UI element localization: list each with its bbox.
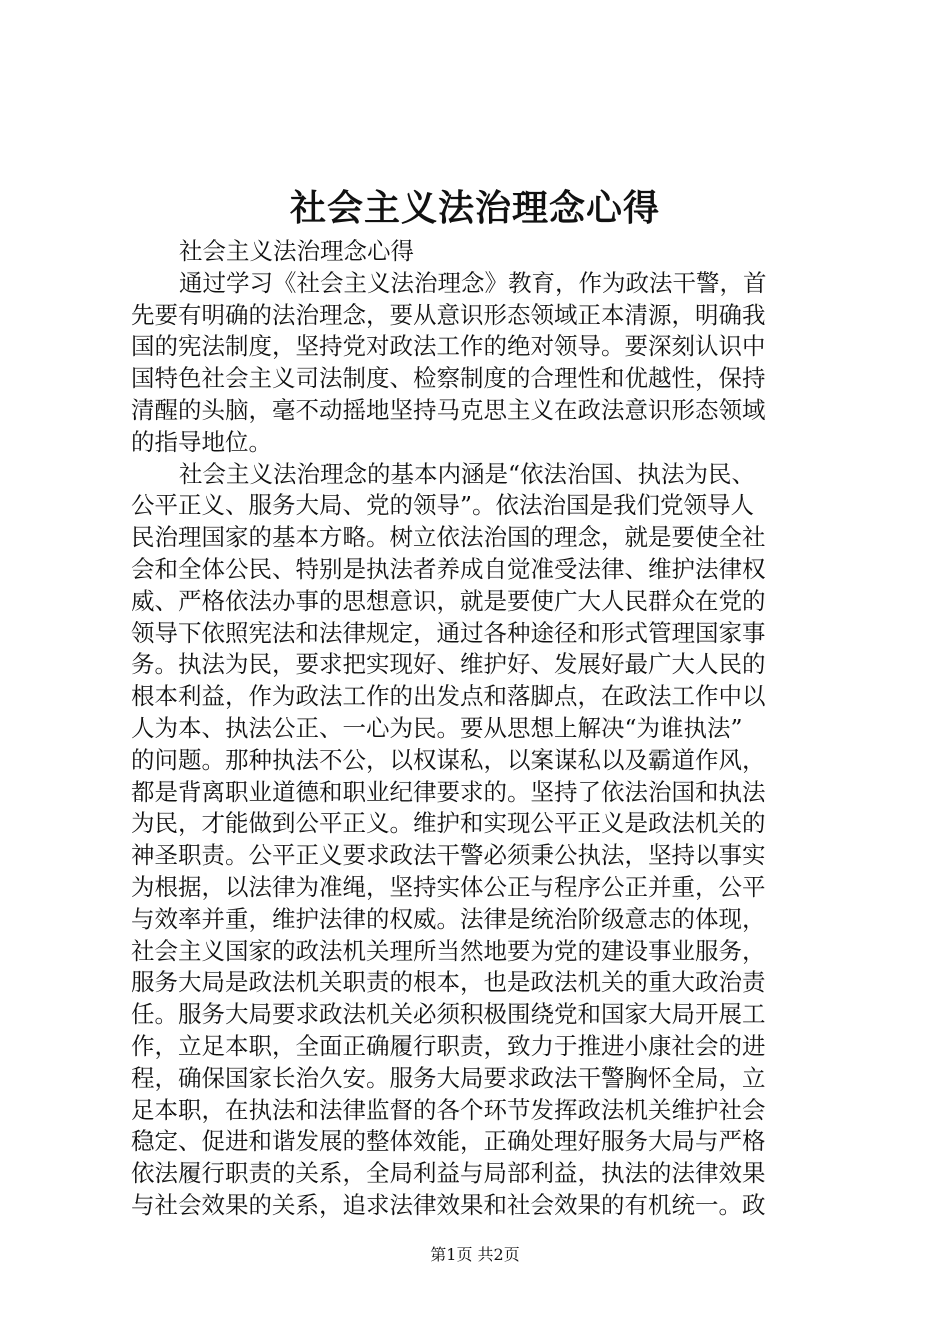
text-line: 公平正义、服务大局、党的领导”。依法治国是我们党领导人: [131, 491, 755, 520]
text-line: 为民，才能做到公平正义。维护和实现公平正义是政法机关的: [131, 809, 766, 838]
text-line: 社会主义法治理念的基本内涵是“依法治国、执法为民、: [179, 459, 756, 488]
text-line: 程，确保国家长治久安。服务大局要求政法干警胸怀全局，立: [131, 1063, 766, 1092]
text-line: 与效率并重，维护法律的权威。法律是统治阶级意志的体现，: [131, 904, 766, 933]
text-line: 为根据，以法律为准绳，坚持实体公正与程序公正并重，公平: [131, 872, 766, 901]
text-line: 威、严格依法办事的思想意识，就是要使广大人民群众在党的: [131, 586, 766, 615]
text-line: 依法履行职责的关系，全局利益与局部利益，执法的法律效果: [131, 1159, 766, 1188]
text-line: 作，立足本职，全面正确履行职责，致力于推进小康社会的进: [131, 1031, 766, 1060]
page-footer: 第1页 共2页: [430, 1245, 520, 1264]
text-line: 与社会效果的关系，追求法律效果和社会效果的有机统一。政: [131, 1190, 766, 1219]
text-line: 社会主义国家的政法机关理所当然地要为党的建设事业服务，: [131, 936, 766, 965]
document-body: [131, 236, 831, 1222]
text-line: 服务大局是政法机关职责的根本，也是政法机关的重大政治责: [131, 968, 766, 997]
text-line: 神圣职责。公平正义要求政法干警必须秉公执法，坚持以事实: [131, 841, 766, 870]
text-line: 稳定、促进和谐发展的整体效能，正确处理好服务大局与严格: [131, 1127, 766, 1156]
text-line: 社会主义法治理念心得: [179, 237, 414, 265]
text-line: 的指导地位。: [131, 427, 272, 456]
text-line: 清醒的头脑，毫不动摇地坚持马克思主义在政法意识形态领域: [131, 395, 766, 424]
text-line: 根本利益，作为政法工作的出发点和落脚点，在政法工作中以: [131, 682, 766, 711]
text-line: 先要有明确的法治理念，要从意识形态领域正本清源，明确我: [131, 300, 766, 329]
text-line: 会和全体公民、特别是执法者养成自觉准受法律、维护法律权: [131, 554, 766, 583]
text-line: 通过学习《社会主义法治理念》教育，作为政法干警，首: [179, 268, 767, 297]
text-line: 领导下依照宪法和法律规定，通过各种途径和形式管理国家事: [131, 618, 766, 647]
text-line: 足本职，在执法和法律监督的各个环节发挥政法机关维护社会: [131, 1095, 766, 1124]
document-title: 社会主义法治理念心得: [289, 187, 660, 229]
text-line: 国特色社会主义司法制度、检察制度的合理性和优越性，保持: [131, 364, 766, 393]
text-line: 务。执法为民，要求把实现好、维护好、发展好最广大人民的: [131, 650, 766, 679]
text-line: 国的宪法制度，坚持党对政法工作的绝对领导。要深刻认识中: [131, 332, 766, 361]
text-line: 民治理国家的基本方略。树立依法治国的理念，就是要使全社: [131, 523, 766, 552]
text-line: 人为本、执法公正、一心为民。要从思想上解决“为谁执法”: [131, 713, 743, 742]
text-line: 都是背离职业道德和职业纪律要求的。坚持了依法治国和执法: [131, 777, 766, 806]
text-line: 的问题。那种执法不公，以权谋私，以案谋私以及霸道作风，: [131, 745, 766, 774]
text-line: 任。服务大局要求政法机关必须积极围绕党和国家大局开展工: [131, 1000, 766, 1029]
